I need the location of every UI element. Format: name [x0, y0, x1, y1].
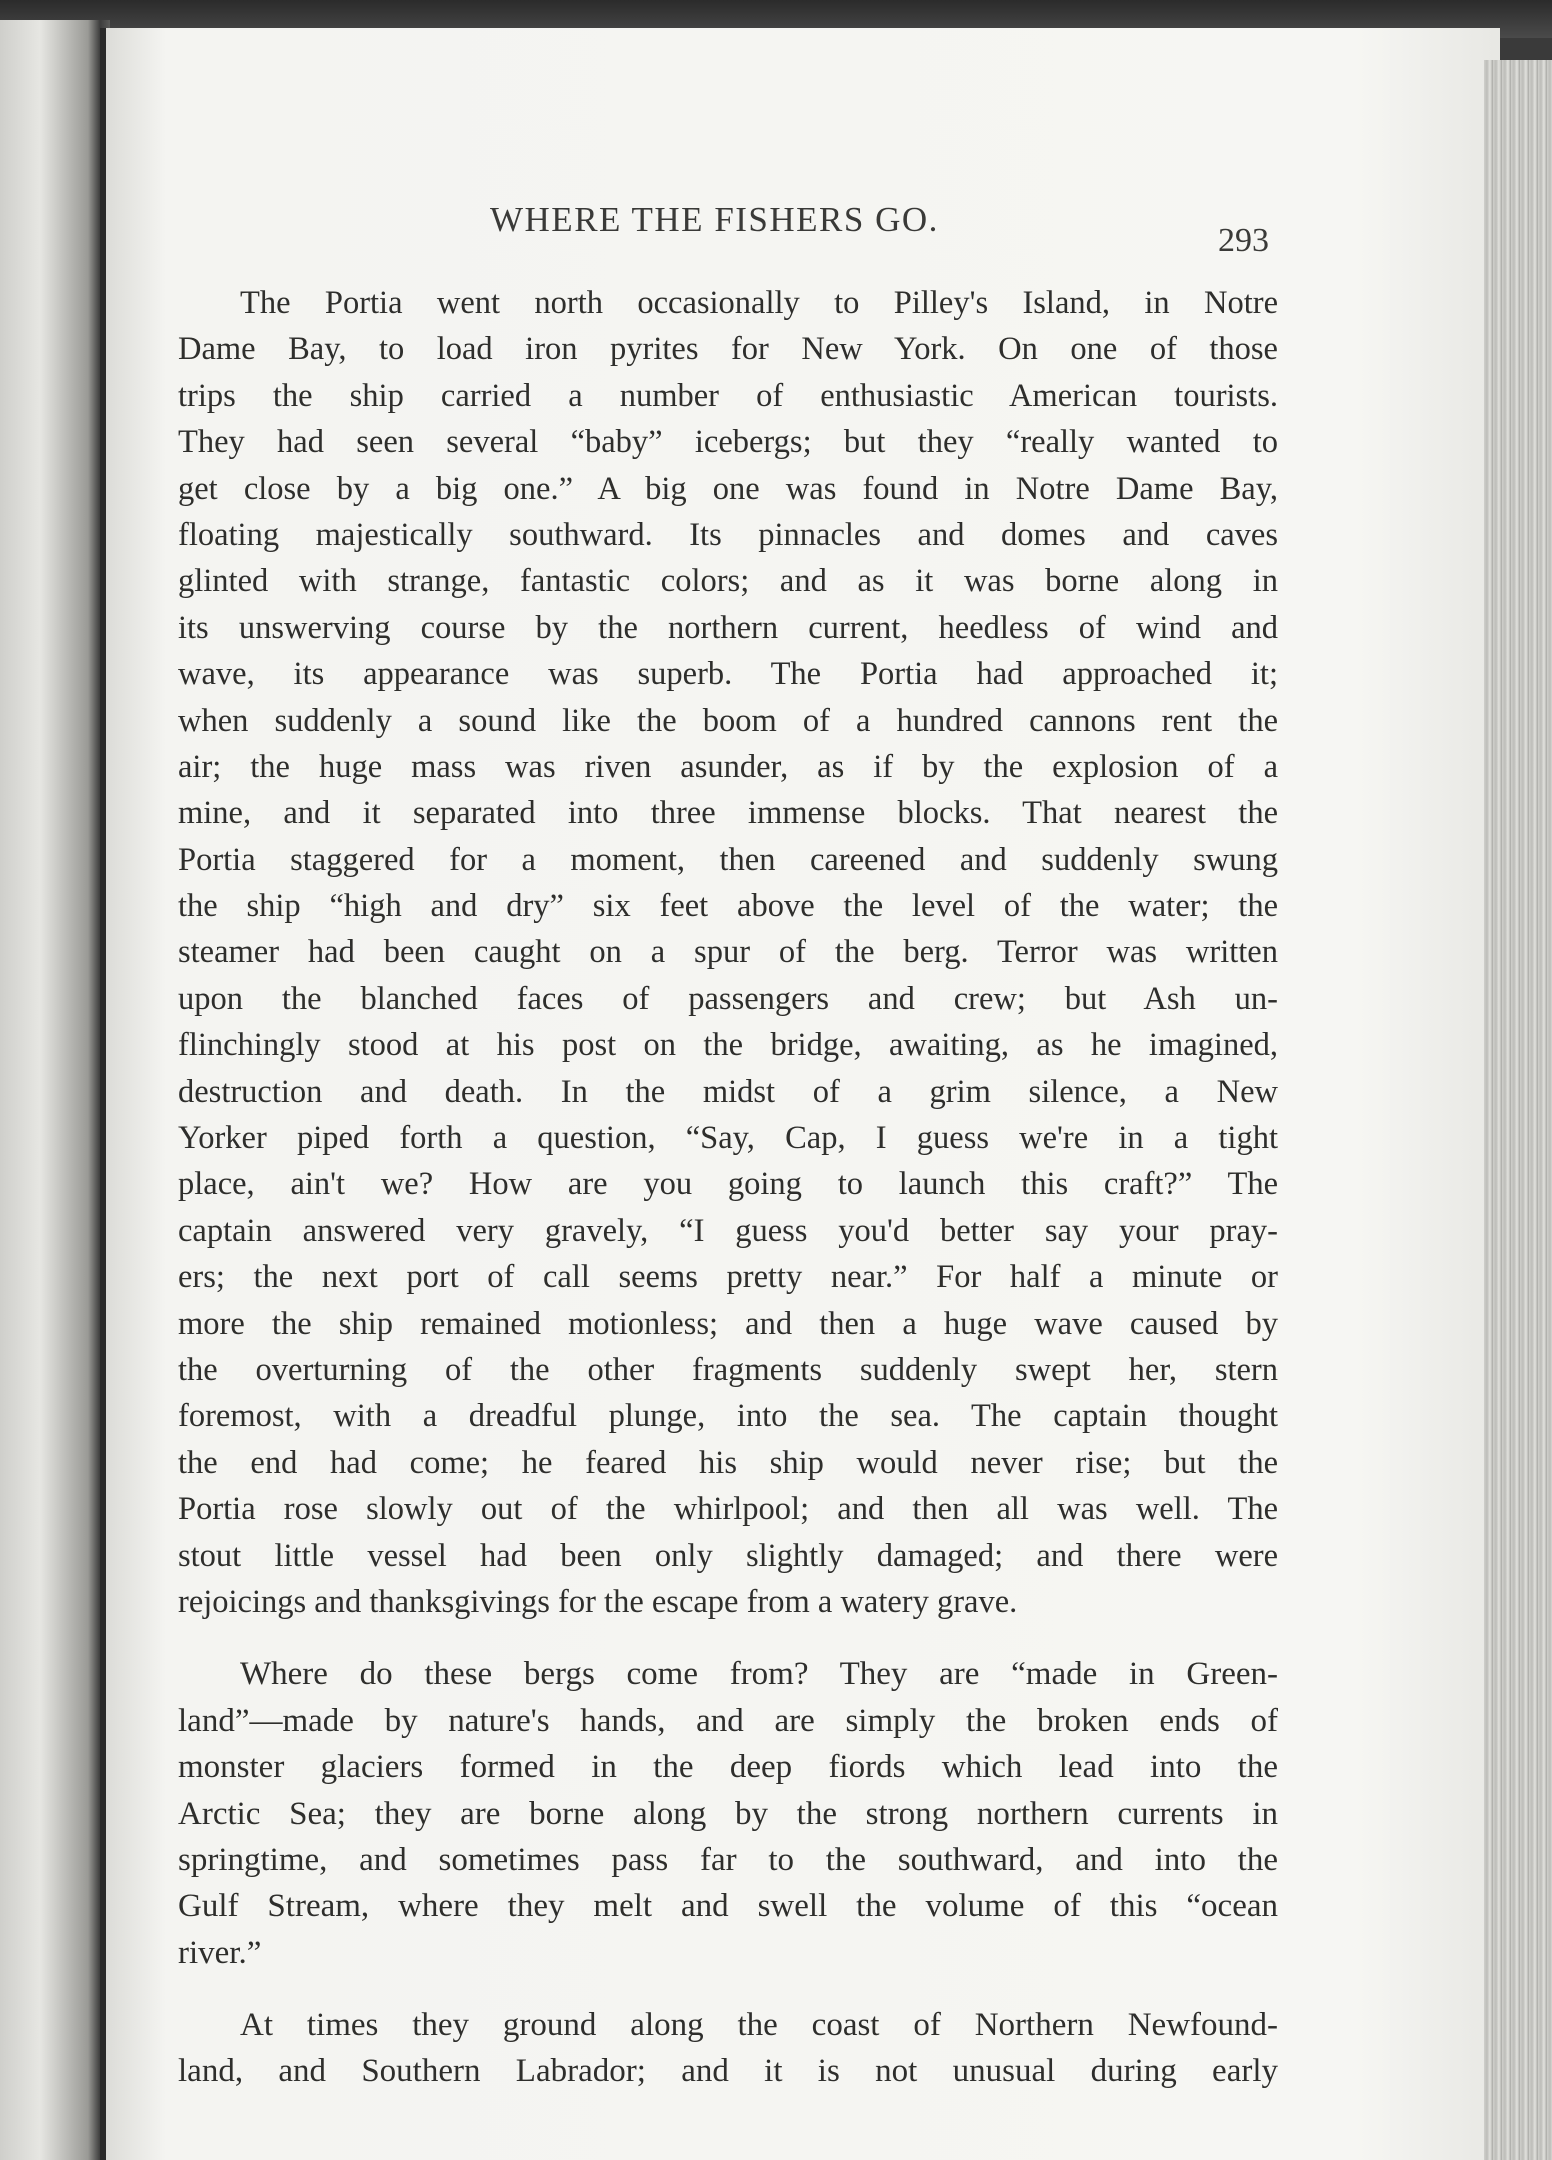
- text-line: captain answered very gravely, “I guess you'd better say your pray-: [178, 1212, 1278, 1249]
- text-line: upon the blanched faces of passengers and crew; but Ash un-: [178, 980, 1278, 1017]
- text-line: trips the ship carried a number of enthusiastic American tourists.: [178, 377, 1278, 414]
- text-line: The Portia went north occasionally to Pilley's Island, in Notre: [240, 285, 1278, 321]
- running-title: WHERE THE FISHERS GO.: [490, 200, 939, 239]
- text-line: Yorker piped forth a question, “Say, Cap, I guess we're in a tight: [178, 1120, 1278, 1157]
- text-line: At times they ground along the coast of Northern Newfound-: [240, 2007, 1278, 2044]
- text-line: Gulf Stream, where they melt and swell the volume of this “ocean: [178, 1888, 1278, 1925]
- text-line: springtime, and sometimes pass far to the southward, and into the: [178, 1841, 1278, 1878]
- body-text: [178, 280, 1278, 2095]
- text-line: the ship “high and dry” six feet above the level of the water; the: [178, 888, 1278, 925]
- page-number: 293: [1218, 222, 1269, 259]
- binding-edge: [0, 20, 110, 2160]
- text-line: Portia rose slowly out of the whirlpool; and then all was well. The: [178, 1491, 1278, 1528]
- text-line: its unswerving course by the northern current, heedless of wind and: [178, 609, 1278, 646]
- text-line: foremost, with a dreadful plunge, into the sea. The captain thought: [178, 1398, 1278, 1435]
- text-line: Where do these bergs come from? They are “made in Green-: [240, 1656, 1278, 1693]
- text-line: land, and Southern Labrador; and it is not unusual during early: [178, 2053, 1278, 2090]
- text-line: the end had come; he feared his ship would never rise; but the: [178, 1444, 1278, 1481]
- text-line: rejoicings and thanksgivings for the escape from a watery grave.: [178, 1583, 1018, 1620]
- text-line: monster glaciers formed in the deep fiords which lead into the: [178, 1749, 1278, 1786]
- text-line: get close by a big one.” A big one was found in Notre Dame Bay,: [178, 470, 1278, 507]
- text-line: flinchingly stood at his post on the bridge, awaiting, as he imagined,: [178, 1027, 1278, 1064]
- text-line: place, ain't we? How are you going to launch this craft?” The: [178, 1166, 1278, 1203]
- paragraph-grounding: [178, 2002, 1278, 2095]
- text-line: when suddenly a sound like the boom of a hundred cannons rent the: [178, 702, 1278, 739]
- text-line: stout little vessel had been only slightly damaged; and there were: [178, 1537, 1278, 1574]
- text-line: the overturning of the other fragments suddenly swept her, stern: [178, 1351, 1278, 1388]
- text-line: floating majestically southward. Its pinnacles and domes and caves: [178, 516, 1278, 553]
- text-line: land”—made by nature's hands, and are simply the broken ends of: [178, 1702, 1278, 1739]
- text-line: more the ship remained motionless; and then a huge wave caused by: [178, 1305, 1278, 1342]
- text-line: Dame Bay, to load iron pyrites for New York. On one of those: [178, 331, 1278, 368]
- text-line: Portia staggered for a moment, then careened and suddenly swung: [178, 841, 1278, 878]
- text-line: wave, its appearance was superb. The Portia had approached it;: [178, 656, 1278, 693]
- text-line: glinted with strange, fantastic colors; and as it was borne along in: [178, 563, 1278, 600]
- text-line: Arctic Sea; they are borne along by the strong northern currents in: [178, 1795, 1278, 1832]
- text-line: steamer had been caught on a spur of the berg. Terror was written: [178, 934, 1278, 971]
- paragraph-bergs-origin: [178, 1651, 1278, 1976]
- text-line: ers; the next port of call seems pretty near.” For half a minute or: [178, 1259, 1278, 1296]
- text-line: They had seen several “baby” icebergs; but they “really wanted to: [178, 424, 1278, 461]
- paragraph-portia-iceberg: [178, 280, 1278, 1625]
- paragraph-gap: [178, 1976, 1278, 2002]
- paragraph-gap: [178, 1625, 1278, 1651]
- text-line: air; the huge mass was riven asunder, as if by the explosion of a: [178, 748, 1278, 785]
- text-line: mine, and it separated into three immense blocks. That nearest the: [178, 795, 1278, 832]
- text-line: river.”: [178, 1934, 262, 1971]
- page-stack-edge: [1484, 60, 1552, 2160]
- text-line: destruction and death. In the midst of a grim silence, a New: [178, 1073, 1278, 1110]
